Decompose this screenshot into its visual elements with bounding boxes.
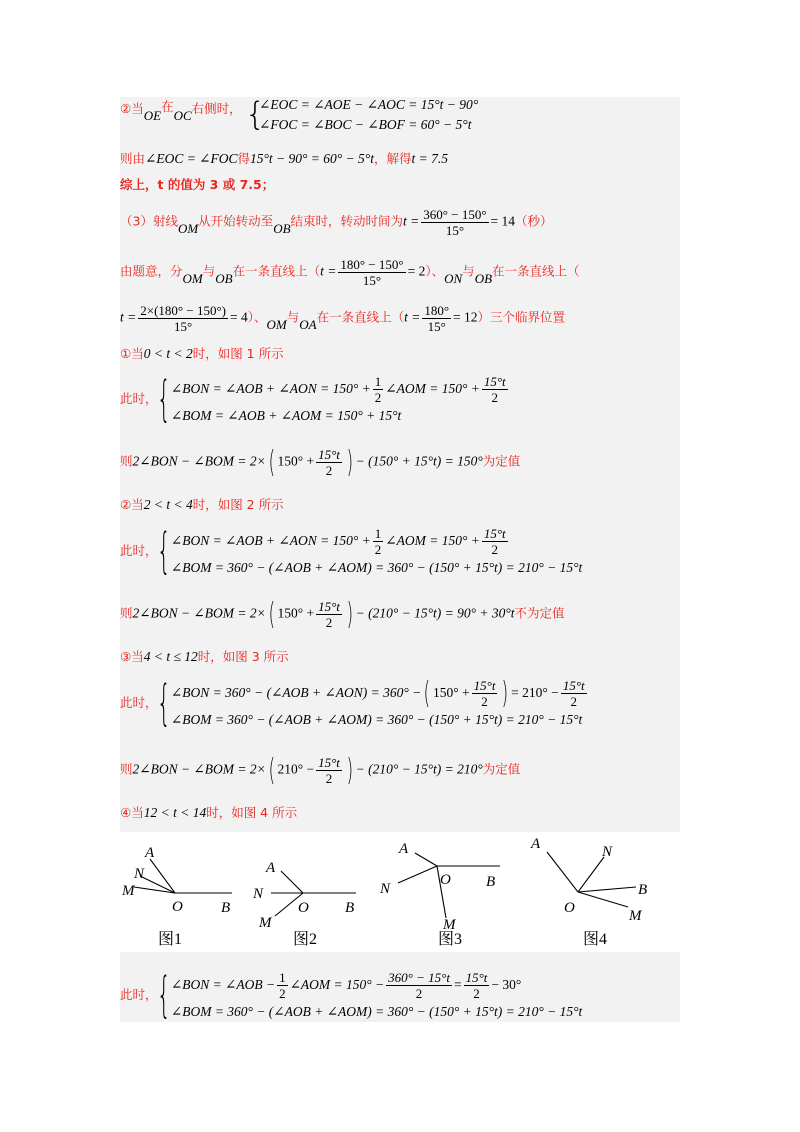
denominator: 15° bbox=[427, 319, 446, 334]
fraction bbox=[482, 526, 508, 557]
text: 则 bbox=[120, 605, 133, 621]
critical-line-1 bbox=[120, 257, 580, 288]
equation: ∠BON = ∠AOB + ∠AON = 150° + bbox=[170, 533, 371, 548]
math: 2∠BON − ∠BOM = 2× bbox=[132, 605, 266, 621]
text: ①当 bbox=[120, 346, 144, 361]
case1-conclusion bbox=[120, 444, 521, 480]
critical-line-2 bbox=[120, 303, 565, 334]
text: 与 bbox=[462, 263, 475, 279]
math: = 4 bbox=[229, 309, 248, 325]
math: ∠EOC = ∠FOC bbox=[145, 151, 238, 166]
math: 4 < t ≤ 12 bbox=[143, 649, 198, 664]
denominator: 2 bbox=[279, 986, 286, 1002]
denominator: 2 bbox=[473, 986, 480, 1002]
denominator: 2 bbox=[491, 390, 498, 406]
case4-system: 此时， { ∠BON = ∠AOB − $\frac{1}{2}$ ∠AOM = 150° − $\frac{360^\circ - 15^\circ t}{2}$ = $\frac{15^\circ t}{2}$ − 30° ∠BOM = 360° − (∠AOB + ∠AOM) = 360° − (150° + 15°t) = 210° − 15°t bbox=[120, 967, 583, 1023]
numerator: 15°t bbox=[562, 678, 585, 694]
text: ）、 bbox=[247, 309, 267, 325]
fraction bbox=[422, 303, 451, 334]
text: 在一条直线上（ bbox=[492, 263, 580, 279]
text: 右侧时， bbox=[191, 101, 242, 116]
fig1-label-a: A bbox=[145, 845, 155, 861]
text: （秒） bbox=[515, 213, 553, 229]
numerator: 15°t bbox=[465, 970, 488, 986]
fraction bbox=[421, 207, 488, 238]
denominator: 2 bbox=[491, 542, 498, 558]
text: 在 bbox=[161, 99, 174, 114]
text: 时，如图 4 所示 bbox=[206, 805, 298, 820]
denominator: 15° bbox=[362, 273, 382, 288]
text: （3）射线 bbox=[120, 213, 178, 229]
denominator: 2 bbox=[374, 542, 382, 558]
fig2-label-a: A bbox=[266, 860, 276, 876]
fig1-label-b: B bbox=[221, 900, 231, 916]
denominator: 15° bbox=[174, 319, 193, 334]
denominator: 2 bbox=[481, 694, 488, 710]
equation: ∠BOM = 360° − (∠AOB + ∠AOM) = 360° − (150° + 15°t) = 210° − 15°t bbox=[170, 1004, 583, 1019]
fig3-ray-on bbox=[398, 866, 437, 883]
math: OM bbox=[266, 316, 287, 332]
fig4-caption: 图4 bbox=[583, 931, 608, 948]
case3-system: 此时， { ∠BON = 360° − (∠AOB + ∠AON) = 360° −( 150° + $\frac{15^\circ t}{2}$ ) = 210° − $\frac{15^\circ t}{2}$ ∠BOM = 360° − (∠AOB + ∠AOM) = 360° − (150° + 15°t) = 210° − 15°t bbox=[120, 677, 589, 731]
text: ）、 bbox=[425, 263, 445, 279]
math: = 14 bbox=[490, 213, 516, 229]
text: 时，如图 2 所示 bbox=[192, 497, 284, 512]
fig4-label-b: B bbox=[638, 882, 648, 898]
text: 此时， bbox=[120, 695, 158, 711]
case1-heading bbox=[120, 346, 284, 362]
fraction bbox=[138, 303, 228, 334]
text: ，解得 bbox=[373, 151, 412, 166]
math: 210° − bbox=[277, 761, 315, 777]
paren: ) bbox=[346, 752, 353, 788]
fig1-label-m: M bbox=[122, 883, 135, 899]
numerator: 15°t bbox=[483, 526, 506, 542]
paren: ( bbox=[423, 675, 431, 711]
denominator: 15° bbox=[445, 223, 465, 238]
fig2-label-o: O bbox=[298, 900, 309, 916]
math: − (150° + 15°t) = 150° bbox=[355, 453, 483, 469]
math: 150° + bbox=[277, 605, 315, 621]
fig3-label-a: A bbox=[399, 841, 409, 857]
fig3-label-o: O bbox=[440, 872, 451, 888]
math: OE bbox=[143, 108, 162, 123]
numerator: 15°t bbox=[483, 374, 506, 390]
fraction bbox=[373, 374, 384, 405]
math: − (210° − 15°t) = 210° bbox=[355, 761, 483, 777]
numerator: 15°t bbox=[318, 599, 340, 614]
equation: ∠BON = 360° − (∠AOB + ∠AON) = 360° − bbox=[170, 685, 422, 700]
fig3-ray-oa bbox=[415, 853, 437, 866]
math: 15°t − 90° = 60° − 5°t bbox=[250, 151, 374, 166]
text: 与 bbox=[202, 263, 216, 279]
case3-heading bbox=[120, 649, 289, 665]
case4-heading bbox=[120, 805, 297, 821]
paren: ) bbox=[346, 596, 353, 632]
fraction bbox=[338, 257, 405, 288]
fraction bbox=[277, 970, 288, 1001]
text: 结束时，转动时间为 bbox=[290, 213, 404, 229]
text: 时，如图 1 所示 bbox=[192, 346, 284, 361]
fig1-label-n: N bbox=[134, 866, 145, 882]
text: 则由 bbox=[120, 151, 146, 166]
equation: ∠AOM = 150° − bbox=[289, 977, 385, 992]
text: 不为定值 bbox=[514, 605, 565, 621]
fig4-ray-ob bbox=[578, 887, 636, 892]
math: 0 < t < 2 bbox=[143, 346, 193, 361]
math: OA bbox=[299, 316, 317, 332]
numerator: 15°t bbox=[473, 678, 496, 694]
math: OM bbox=[177, 220, 199, 236]
fraction bbox=[373, 526, 384, 557]
math: ON bbox=[444, 270, 463, 286]
math: 12 < t < 14 bbox=[143, 805, 207, 820]
numerator: 1 bbox=[374, 374, 382, 390]
math: OM bbox=[182, 270, 203, 286]
denominator: 2 bbox=[325, 771, 333, 786]
fig4-label-n: N bbox=[602, 844, 613, 860]
text: 此时， bbox=[120, 987, 158, 1003]
equation: = 210° − bbox=[511, 685, 559, 700]
equation: ∠FOC = ∠BOC − ∠BOF = 60° − 5°t bbox=[259, 117, 472, 132]
case2-system: 此时， { ∠BON = ∠AOB + ∠AON = 150° + $\frac{1}{2}$ ∠AOM = 150° + $\frac{15^\circ t}{2}$ ∠BOM = 360° − (∠AOB + ∠AOM) = 360° − (150° + 15°t) = 210° − 15°t bbox=[120, 523, 583, 579]
paren: ) bbox=[346, 444, 353, 480]
equation: ∠BOM = ∠AOB + ∠AOM = 150° + 15°t bbox=[170, 408, 402, 423]
solve-line bbox=[120, 151, 448, 167]
paren: ( bbox=[268, 752, 275, 788]
text: 则 bbox=[120, 453, 133, 469]
math: OB bbox=[474, 270, 493, 286]
fig4-ray-on bbox=[578, 857, 604, 892]
math: 2∠BON − ∠BOM = 2× bbox=[132, 453, 266, 469]
fig2-ray-oa bbox=[281, 871, 303, 893]
equation: ∠AOM = 150° + bbox=[385, 381, 480, 396]
text: 则 bbox=[120, 761, 133, 777]
math: t = bbox=[320, 263, 337, 279]
fig2-label-b: B bbox=[345, 900, 355, 916]
equation: 150° + bbox=[433, 685, 470, 700]
equation: ∠AOM = 150° + bbox=[385, 533, 480, 548]
fig1-caption: 图1 bbox=[158, 931, 183, 948]
numerator: 2×(180° − 150°) bbox=[140, 303, 226, 318]
fraction bbox=[561, 678, 587, 709]
fig4-label-a: A bbox=[531, 836, 541, 852]
math: OC bbox=[173, 108, 192, 123]
numerator: 360° − 150° bbox=[423, 207, 487, 222]
fig3-caption: 图3 bbox=[438, 931, 463, 948]
figures-svg bbox=[120, 832, 680, 952]
text: 在一条直线上（ bbox=[232, 263, 321, 279]
fig3-label-n: N bbox=[380, 881, 391, 897]
equation: ∠BON = ∠AOB + ∠AON = 150° + bbox=[170, 381, 371, 396]
text: 从开始转动至 bbox=[198, 213, 274, 229]
denominator: 2 bbox=[374, 390, 382, 406]
fig1-label-o: O bbox=[172, 899, 183, 915]
fig2-label-m: M bbox=[259, 915, 272, 931]
paren: ( bbox=[268, 444, 275, 480]
equation: ∠BON = ∠AOB − bbox=[170, 977, 276, 992]
equation: ∠BOM = 360° − (∠AOB + ∠AOM) = 360° − (150° + 15°t) = 210° − 15°t bbox=[170, 560, 583, 575]
denominator: 2 bbox=[325, 615, 333, 630]
case1-system: 此时， { ∠BON = ∠AOB + ∠AON = 150° + $\frac{1}{2}$ ∠AOM = 150° + $\frac{15^\circ t}{2}$ ∠BOM = ∠AOB + ∠AOM = 150° + 15°t bbox=[120, 373, 510, 427]
numerator: 15°t bbox=[318, 447, 340, 462]
fraction bbox=[316, 447, 342, 478]
fig2-label-n: N bbox=[253, 886, 264, 902]
case3-conclusion bbox=[120, 752, 521, 788]
denominator: 2 bbox=[415, 986, 423, 1002]
denominator: 2 bbox=[325, 463, 333, 478]
part3-line bbox=[120, 207, 553, 238]
numerator: 180° bbox=[424, 303, 450, 318]
summary-line bbox=[120, 177, 274, 193]
case2-heading bbox=[120, 497, 284, 513]
text: 在一条直线上（ bbox=[316, 309, 405, 325]
equation: − 30° bbox=[491, 977, 522, 992]
math: = 2 bbox=[407, 263, 426, 279]
text: 综上，t 的值为 3 或 7.5； bbox=[120, 177, 275, 192]
figures-panel bbox=[120, 832, 680, 952]
case2-oe-line: ②当OE在OC右侧时， { ∠EOC = ∠AOE − ∠AOC = 15°t − 90° ∠FOC = ∠BOC − ∠BOF = 60° − 5°t bbox=[120, 95, 479, 133]
text: ④当 bbox=[120, 805, 144, 820]
math: 2 < t < 4 bbox=[143, 497, 193, 512]
math: 150° + bbox=[277, 453, 315, 469]
fraction bbox=[482, 374, 508, 405]
fig4-label-o: O bbox=[564, 900, 575, 916]
equation: ∠BOM = 360° − (∠AOB + ∠AOM) = 360° − (150° + 15°t) = 210° − 15°t bbox=[170, 712, 583, 727]
denominator: 2 bbox=[570, 694, 577, 710]
text: 时，如图 3 所示 bbox=[197, 649, 289, 664]
fig3-label-b: B bbox=[486, 874, 496, 890]
fraction bbox=[316, 599, 342, 630]
equation: ∠EOC = ∠AOE − ∠AOC = 15°t − 90° bbox=[259, 97, 479, 112]
fraction bbox=[464, 970, 490, 1001]
fraction bbox=[316, 755, 342, 786]
text: 得 bbox=[237, 151, 251, 166]
fig4-label-m: M bbox=[629, 908, 642, 924]
fig4-ray-om bbox=[578, 892, 628, 907]
text: ③当 bbox=[120, 649, 144, 664]
math: t = bbox=[404, 309, 421, 325]
equation: = bbox=[453, 977, 462, 992]
math: OB bbox=[215, 270, 233, 286]
text: 为定值 bbox=[482, 761, 521, 777]
text: ）三个临界位置 bbox=[477, 309, 566, 325]
fig3-label-m: M bbox=[443, 917, 456, 933]
fig2-caption: 图2 bbox=[293, 931, 318, 948]
document-page bbox=[120, 97, 680, 1022]
fraction bbox=[386, 970, 452, 1001]
text: ②当 bbox=[120, 497, 144, 512]
fraction bbox=[472, 678, 498, 709]
text: 此时， bbox=[120, 543, 158, 559]
numerator: 360° − 15°t bbox=[388, 970, 450, 986]
fig1-ray-oa bbox=[150, 859, 175, 893]
math: OB bbox=[273, 220, 291, 236]
math: − (210° − 15°t) = 90° + 30°t bbox=[355, 605, 515, 621]
paren: ( bbox=[268, 596, 275, 632]
text: 由题意，分 bbox=[120, 263, 183, 279]
math: t = bbox=[120, 309, 137, 325]
math: t = bbox=[403, 213, 420, 229]
numerator: 180° − 150° bbox=[340, 257, 404, 272]
paren: ) bbox=[502, 675, 509, 711]
text: 此时， bbox=[120, 391, 158, 407]
fig4-ray-oa bbox=[547, 852, 578, 892]
math: = 12 bbox=[453, 309, 478, 325]
case2-conclusion bbox=[120, 596, 565, 632]
numerator: 1 bbox=[279, 970, 286, 986]
numerator: 15°t bbox=[318, 755, 340, 770]
numerator: 1 bbox=[374, 526, 382, 542]
math: 2∠BON − ∠BOM = 2× bbox=[132, 761, 266, 777]
text: ②当 bbox=[120, 101, 144, 116]
math: t = 7.5 bbox=[411, 151, 448, 166]
text: 与 bbox=[286, 309, 300, 325]
text: 为定值 bbox=[482, 453, 521, 469]
